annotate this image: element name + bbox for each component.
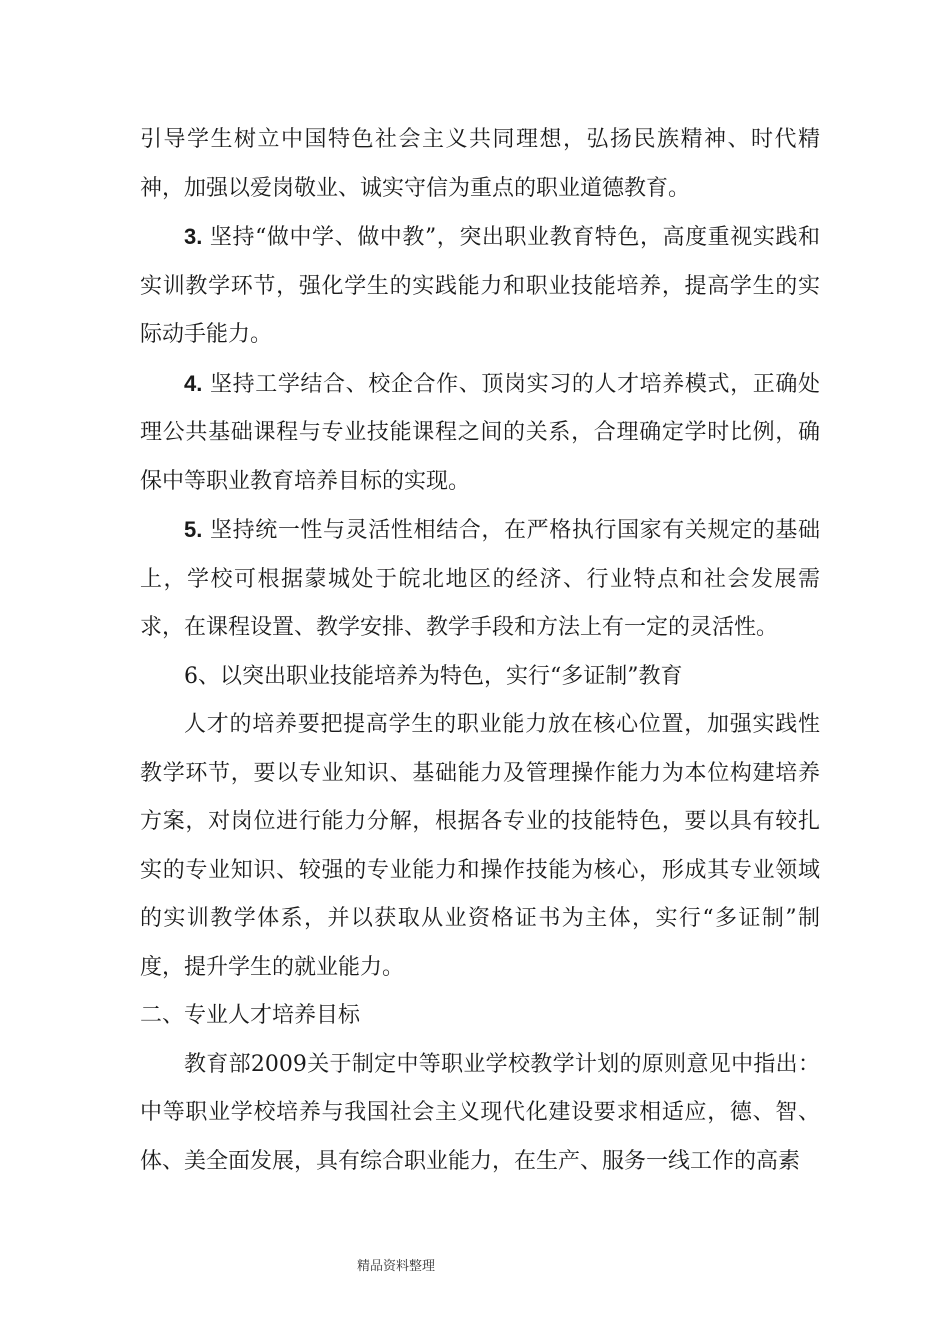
paragraph-principle-5-text: 坚持统一性与灵活性相结合，在严格执行国家有关规定的基础上，学校可根据蒙城处于皖北地区的经济、行业特点和社会发展需求，在课程设置、教学安排、教学手段和方法上有一定的灵活性。 xyxy=(140,518,820,640)
paragraph-number: 4. xyxy=(184,370,203,396)
paragraph-principle-6-text: 6、以突出职业技能培养为特色，实行“多证制”教育 xyxy=(184,663,683,689)
section-heading xyxy=(140,992,820,1041)
paragraph-1-text: 引导学生树立中国特色社会主义共同理想，弘扬民族精神、时代精神，加强以爱岗敬业、诚实守信为重点的职业道德教育。 xyxy=(140,127,820,201)
paragraph-ministry-guidance xyxy=(140,1041,820,1187)
section-heading-text: 二、专业人才培养目标 xyxy=(140,1003,361,1028)
paragraph-talent-training-text: 人才的培养要把提高学生的职业能力放在核心位置，加强实践性教学环节，要以专业知识、基础能力及管理操作能力为本位构建培养方案，对岗位进行能力分解，根据各专业的技能特色，要以具有较扎实的专业知识、较强的专业能力和操作技能为核心，形成其专业领域的实训教学体系，并以获取从业资格证书为主体，实行“多证制”制度，提升学生的就业能力。 xyxy=(140,712,820,980)
paragraph-1 xyxy=(140,116,820,213)
paragraph-principle-3 xyxy=(140,213,820,360)
page-footer: 精品资料整理 xyxy=(357,1259,436,1274)
paragraph-principle-6 xyxy=(140,653,820,702)
paragraph-talent-training xyxy=(140,701,820,992)
paragraph-principle-4-text: 坚持工学结合、校企合作、顶岗实习的人才培养模式，正确处理公共基础课程与专业技能课程之间的关系，合理确定学时比例，确保中等职业教育培养目标的实现。 xyxy=(140,371,820,494)
paragraph-number: 3. xyxy=(184,224,203,249)
paragraph-ministry-guidance-text: 教育部2009关于制定中等职业学校教学计划的原则意见中指出：中等职业学校培养与我国社会主义现代化建设要求相适应，德、智、体、美全面发展，具有综合职业能力，在生产、服务一线工作的高素 xyxy=(140,1051,820,1174)
paragraph-principle-3-text: 坚持“做中学、做中教”，突出职业教育特色，高度重视实践和实训教学环节，强化学生的实践能力和职业技能培养，提高学生的实际动手能力。 xyxy=(140,225,820,347)
paragraph-number: 5. xyxy=(184,517,203,542)
paragraph-principle-5 xyxy=(140,506,820,653)
document-body xyxy=(140,116,820,1186)
paragraph-principle-4 xyxy=(140,360,820,507)
